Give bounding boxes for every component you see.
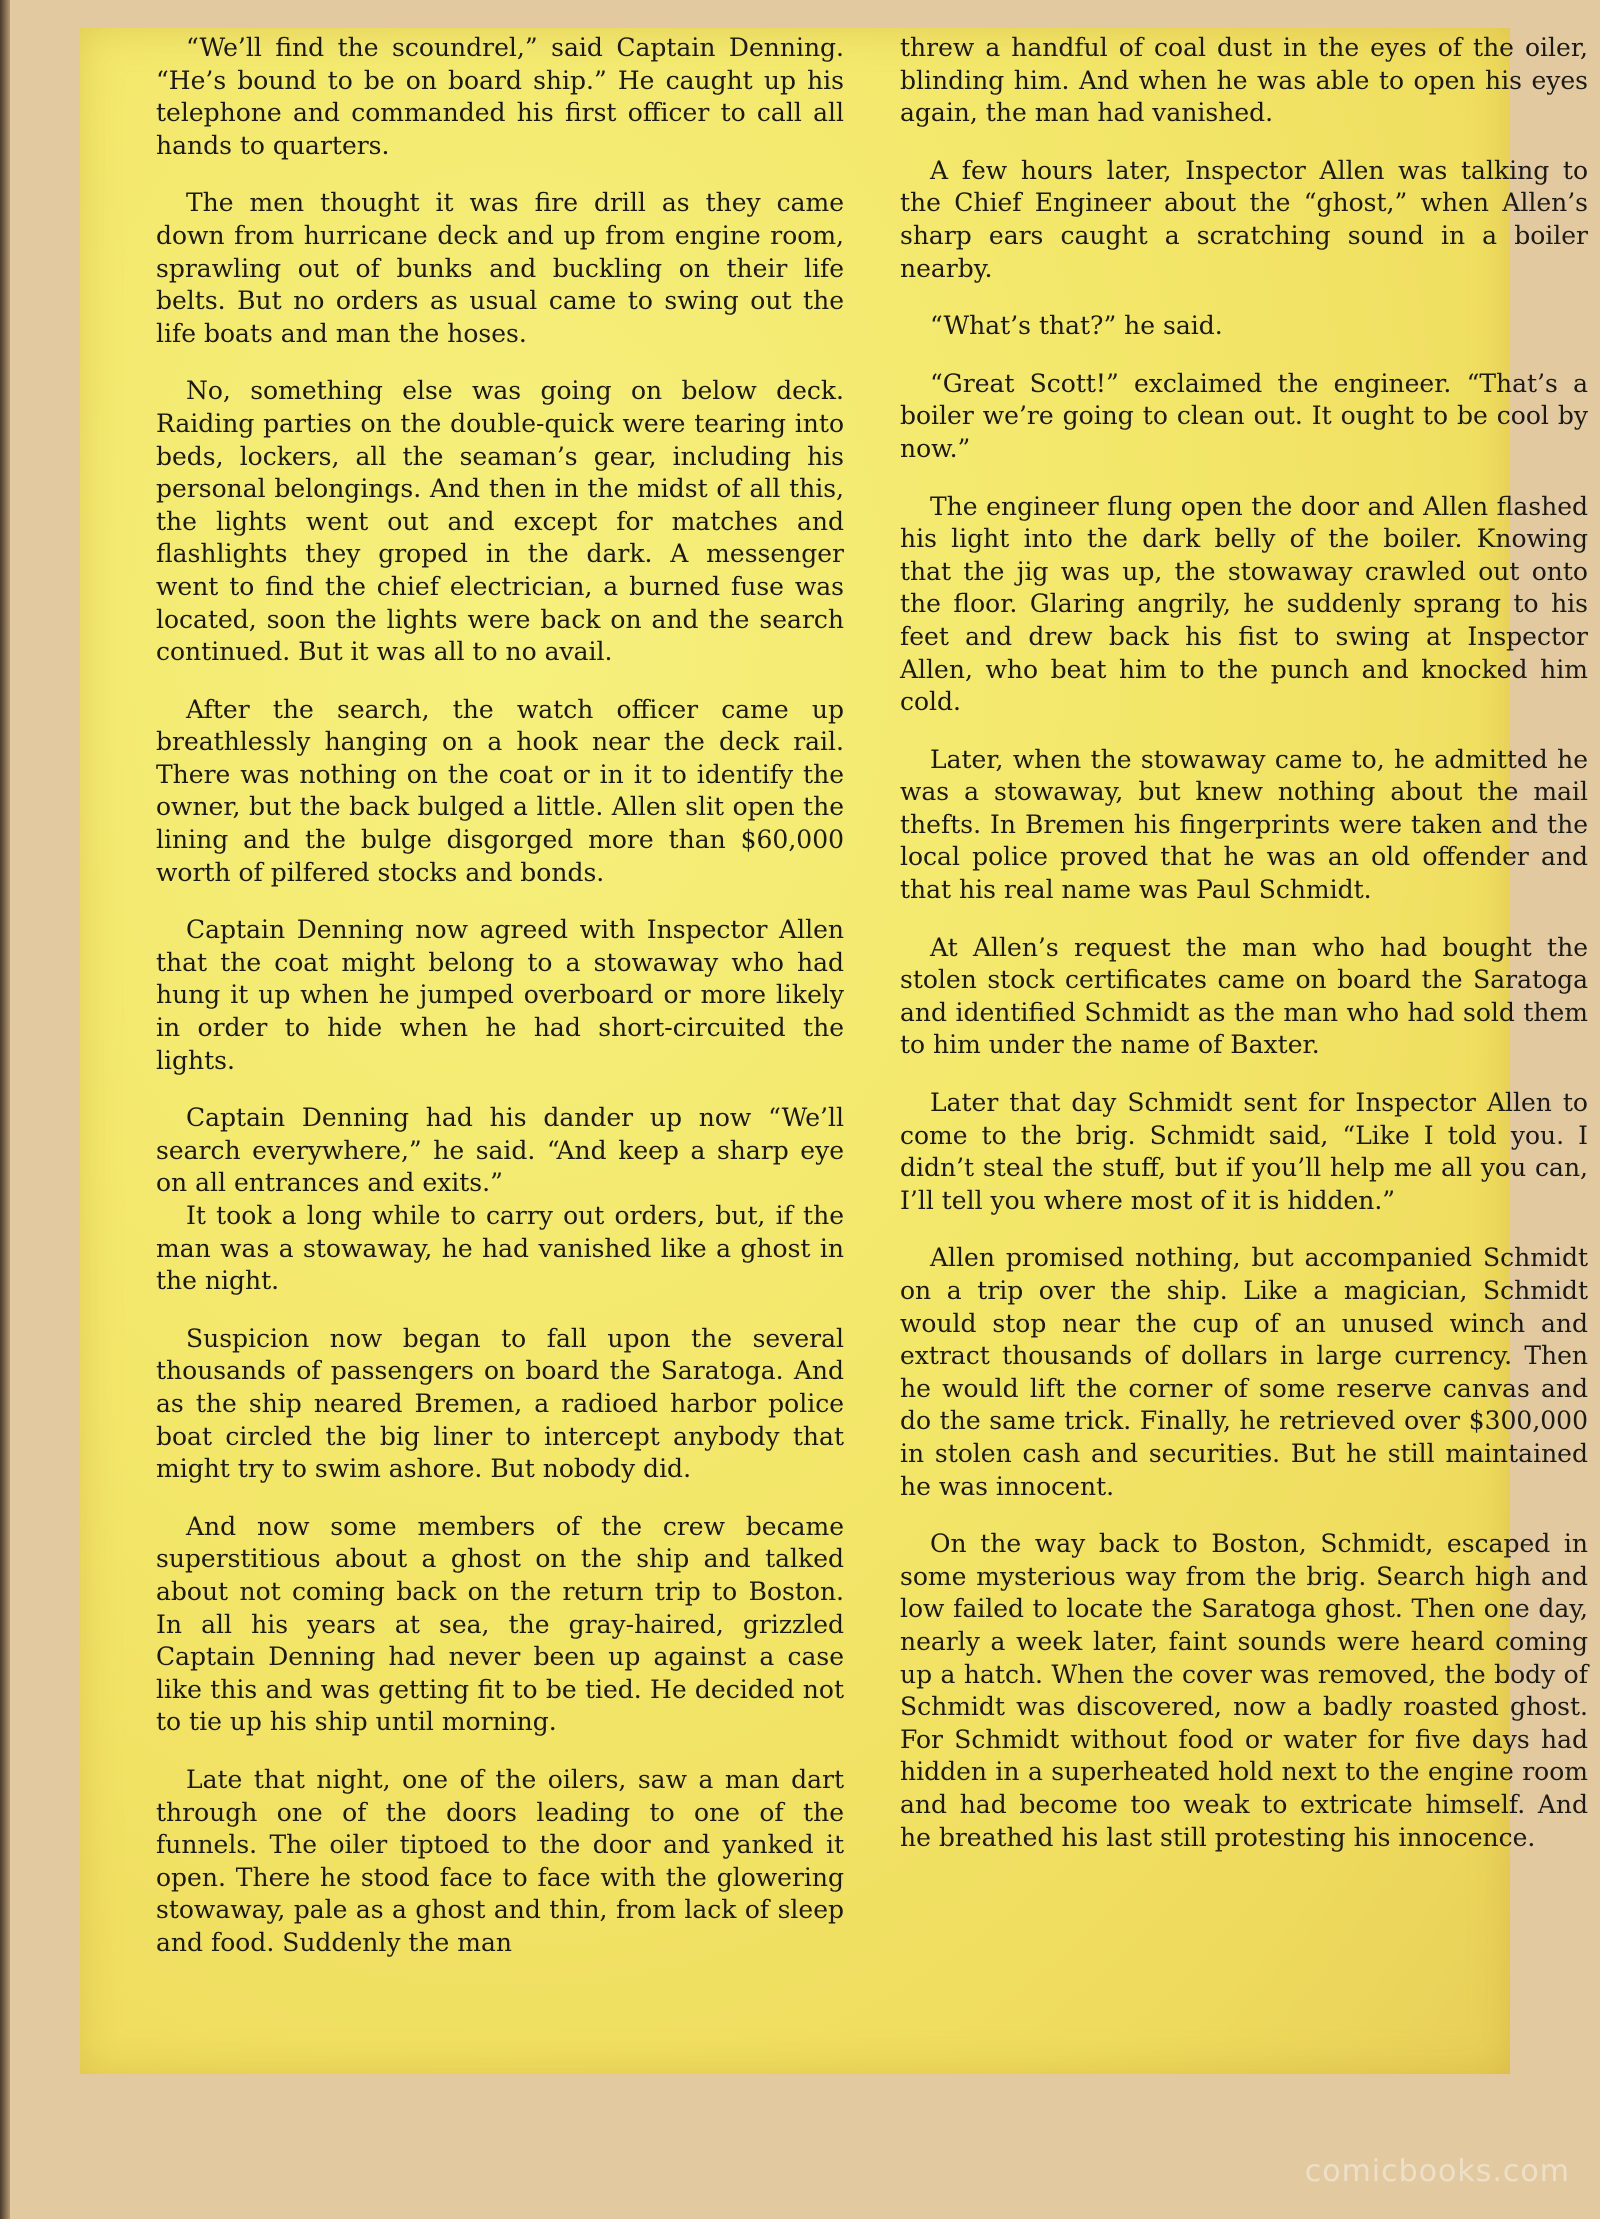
paragraph: A few hours later, Inspector Allen was talking to the Chief Engineer about the “ghost,” when Allen’s sharp ears caught a scratching sound in a boiler nearby. bbox=[900, 155, 1588, 283]
right-text-column bbox=[900, 32, 1588, 1879]
paragraph: “Great Scott!” exclaimed the engineer. “That’s a boiler we’re going to clean out. It ought to be cool by now.” bbox=[900, 368, 1588, 463]
paragraph: Later that day Schmidt sent for Inspector Allen to come to the brig. Schmidt said, “Like I told you. I didn’t steal the stuff, but if you’ll help me all you can, I’ll tell you where most of it is hidden.” bbox=[900, 1088, 1588, 1215]
paragraph: No, something else was going on below deck. Raiding parties on the double-quick were tearing into beds, lockers, all the seaman’s gear, including his personal belongings. And then in the midst of all this, the lights went out and except for matches and flashlights they groped in the dark. A messenger went to find the chief electrician, a burned fuse was located, soon the lights were back on and the search continued. But it was all to no avail. bbox=[156, 376, 844, 667]
paragraph: The men thought it was fire drill as they came down from hurricane deck and up from engine room, sprawling out of bunks and buckling on their life belts. But no orders as usual came to swing out the life boats and man the hoses. bbox=[156, 188, 844, 348]
watermark: comicbooks.com bbox=[1304, 2154, 1570, 2189]
paragraph: At Allen’s request the man who had bought the stolen stock certificates came on board the Saratoga and identified Schmidt as the man who had sold them to him under the name of Baxter. bbox=[900, 932, 1588, 1060]
paragraph: Later, when the stowaway came to, he admitted he was a stowaway, but knew nothing about the mail thefts. In Bremen his fingerprints were taken and the local police proved that he was an old offender and that his real name was Paul Schmidt. bbox=[900, 744, 1588, 905]
article-panel bbox=[80, 28, 1588, 2074]
left-text-column bbox=[156, 32, 844, 1984]
paragraph: “We’ll find the scoundrel,” said Captain Denning. “He’s bound to be on board ship.” He caught up his telephone and commanded his first officer to call all hands to quarters. bbox=[156, 33, 844, 160]
page-binding-edge bbox=[0, 0, 10, 2219]
paragraph: And now some members of the crew became superstitious about a ghost on the ship and talked about not coming back on the return trip to Boston. In all his years at sea, the gray-haired, grizzled Captain Denning had never been up against a case like this and was getting fit to be tied. He decided not to tie up his ship until morning. bbox=[156, 1511, 844, 1737]
paragraph: After the search, the watch officer came up breathlessly hanging on a hook near the deck rail. There was nothing on the coat or in it to identify the owner, but the back bulged a little. Allen slit open the lining and the bulge disgorged more than $60,000 worth of pilfered stocks and bonds. bbox=[156, 694, 844, 887]
paragraph: It took a long while to carry out orders, but, if the man was a stowaway, he had vanished like a ghost in the night. bbox=[156, 1201, 844, 1296]
paragraph: “What’s that?” he said. bbox=[930, 311, 1223, 341]
paragraph: The engineer flung open the door and Allen flashed his light into the dark belly of the boiler. Knowing that the jig was up, the stowaway crawled out onto the floor. Glaring angrily, he suddenly sprang to his feet and drew back his fist to swing at Inspector Allen, who beat him to the punch and knocked him cold. bbox=[900, 491, 1588, 717]
paragraph: Late that night, one of the oilers, saw a man dart through one of the doors leading to one of the funnels. The oiler tiptoed to the door and yanked it open. There he stood face to face with the glowering stowaway, pale as a ghost and thin, from lack of sleep and food. Suddenly the man bbox=[156, 1764, 844, 1957]
paragraph: Suspicion now began to fall upon the several thousands of passengers on board the Saratoga. And as the ship neared Bremen, a radioed harbor police boat circled the big liner to intercept anybody that might try to swim ashore. But nobody did. bbox=[156, 1323, 844, 1484]
paragraph: Allen promised nothing, but accompanied Schmidt on a trip over the ship. Like a magician, Schmidt would stop near the cup of an unused winch and extract thousands of dollars in large currency. Then he would lift the corner of some reserve canvas and do the same trick. Finally, he retrieved over $300,000 in stolen cash and securities. But he still maintained he was innocent. bbox=[900, 1243, 1588, 1501]
paragraph: On the way back to Boston, Schmidt, escaped in some mysterious way from the brig. Search high and low failed to locate the Saratoga ghost. Then one day, nearly a week later, faint sounds were heard coming up a hatch. When the cover was removed, the body of Schmidt was discovered, now a badly roasted ghost. For Schmidt without food or water for five days had hidden in a superheated hold next to the engine room and had become too weak to extricate himself. And he breathed his last still protesting his innocence. bbox=[900, 1529, 1588, 1852]
paragraph: threw a handful of coal dust in the eyes of the oiler, blinding him. And when he was able to open his eyes again, the man had vanished. bbox=[900, 33, 1588, 128]
paragraph: Captain Denning had his dander up now “We’ll search everywhere,” he said. “And keep a sharp eye on all entrances and exits.” bbox=[156, 1103, 844, 1198]
paragraph: Captain Denning now agreed with Inspector Allen that the coat might belong to a stowaway who had hung it up when he jumped overboard or more likely in order to hide when he had short-circuited the lights. bbox=[156, 915, 844, 1075]
